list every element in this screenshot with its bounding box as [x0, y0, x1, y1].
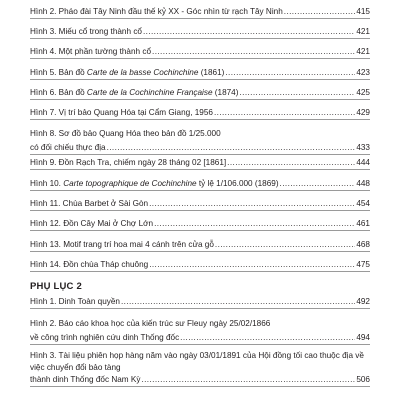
- page-number: 492: [356, 297, 370, 306]
- page-number: 454: [356, 199, 370, 208]
- toc-entry: [30, 107, 370, 120]
- toc-entry: [30, 26, 370, 39]
- toc-entry: [30, 67, 370, 80]
- leader-dots: [225, 67, 355, 79]
- page-number: 421: [356, 27, 370, 36]
- page-number: 423: [356, 68, 370, 77]
- page-number: 421: [356, 47, 370, 56]
- toc-entry: [30, 157, 370, 170]
- toc-entry: [30, 128, 370, 155]
- page-number: 461: [356, 219, 370, 228]
- toc-entry: [30, 259, 370, 272]
- leader-dots: [149, 198, 355, 210]
- entry-title-cont: về công trình nghiên cứu dinh Thống đốc: [30, 333, 180, 342]
- entry-title: Hình 9. Đồn Rạch Tra, chiếm ngày 28 tháng 02 [1861]: [30, 158, 227, 167]
- page-number: 433: [356, 143, 370, 152]
- leader-dots: [121, 296, 355, 308]
- page-number: 444: [356, 158, 370, 167]
- page-number: 494: [356, 333, 370, 342]
- leader-dots: [154, 218, 355, 230]
- leader-dots: [141, 374, 355, 386]
- entry-title: Hình 6. Bản đồ Carte de la Cochinchine Française (1874): [30, 88, 239, 97]
- leader-dots: [227, 157, 355, 169]
- page-number: 415: [356, 7, 370, 16]
- page-number: 506: [356, 375, 370, 384]
- leader-dots: [107, 142, 356, 154]
- leader-dots: [149, 259, 355, 271]
- toc-entry: [30, 296, 370, 309]
- toc-entry: [30, 198, 370, 211]
- leader-dots: [280, 178, 356, 190]
- entry-title: Hình 8. Sơ đồ bảo Quang Hóa theo bản đồ 1/25.000: [30, 129, 221, 138]
- leader-dots: [143, 26, 355, 38]
- entry-title: Hình 3. Miếu cổ trong thành cổ: [30, 27, 142, 36]
- toc-entry: [30, 87, 370, 100]
- toc-entry: [30, 350, 370, 387]
- leader-dots: [284, 6, 356, 18]
- entry-title: Hình 1. Dinh Toàn quyền: [30, 297, 120, 306]
- entry-title: Hình 2. Báo cáo khoa học của kiến trúc sư Fleuy ngày 25/02/1866: [30, 319, 271, 328]
- page-number: 468: [356, 240, 370, 249]
- toc-entry: [30, 46, 370, 59]
- page-number: 475: [356, 260, 370, 269]
- entry-title: Hình 3. Tài liệu phiên họp hàng năm vào ngày 03/01/1891 của Hội đồng tối cao thuộc địa về việc chuyển đổi bảo tàng: [30, 351, 364, 372]
- leader-dots: [239, 87, 355, 99]
- entry-title: Hình 10. Carte topographique de Cochinchine tỷ lệ 1/106.000 (1869): [30, 179, 279, 188]
- entry-title: Hình 11. Chùa Barbet ở Sài Gòn: [30, 199, 149, 208]
- page-number: 425: [356, 88, 370, 97]
- entry-title: Hình 13. Motif trang trí hoa mai 4 cánh trên cửa gỗ: [30, 240, 214, 249]
- entry-title: Hình 12. Đồn Cây Mai ở Chợ Lớn: [30, 219, 154, 228]
- section-heading: PHỤ LỤC 2: [30, 281, 82, 292]
- toc-entry: [30, 239, 370, 252]
- entry-title: Hình 5. Bản đồ Carte de la basse Cochinchine (1861): [30, 68, 225, 77]
- toc-entry: [30, 218, 370, 231]
- leader-dots: [215, 239, 355, 251]
- toc-entry: [30, 178, 370, 191]
- entry-title-cont: thành dinh Thống đốc Nam Kỳ: [30, 375, 141, 384]
- entry-title: Hình 7. Vị trí bảo Quang Hóa tại Cẩm Giang, 1956: [30, 108, 213, 117]
- toc-entry: [30, 318, 370, 345]
- entry-title: Hình 4. Một phần tường thành cổ: [30, 47, 152, 56]
- page-number: 429: [356, 108, 370, 117]
- page-number: 448: [356, 179, 370, 188]
- leader-dots: [180, 332, 355, 344]
- leader-dots: [152, 46, 355, 58]
- entry-title-cont: có đối chiếu thực địa: [30, 143, 106, 152]
- entry-title: Hình 14. Đồn chùa Tháp chuông: [30, 260, 149, 269]
- entry-title: Hình 2. Pháo đài Tây Ninh đầu thế kỷ XX - Góc nhìn từ rạch Tây Ninh: [30, 7, 283, 16]
- toc-entry: [30, 6, 370, 19]
- leader-dots: [214, 107, 355, 119]
